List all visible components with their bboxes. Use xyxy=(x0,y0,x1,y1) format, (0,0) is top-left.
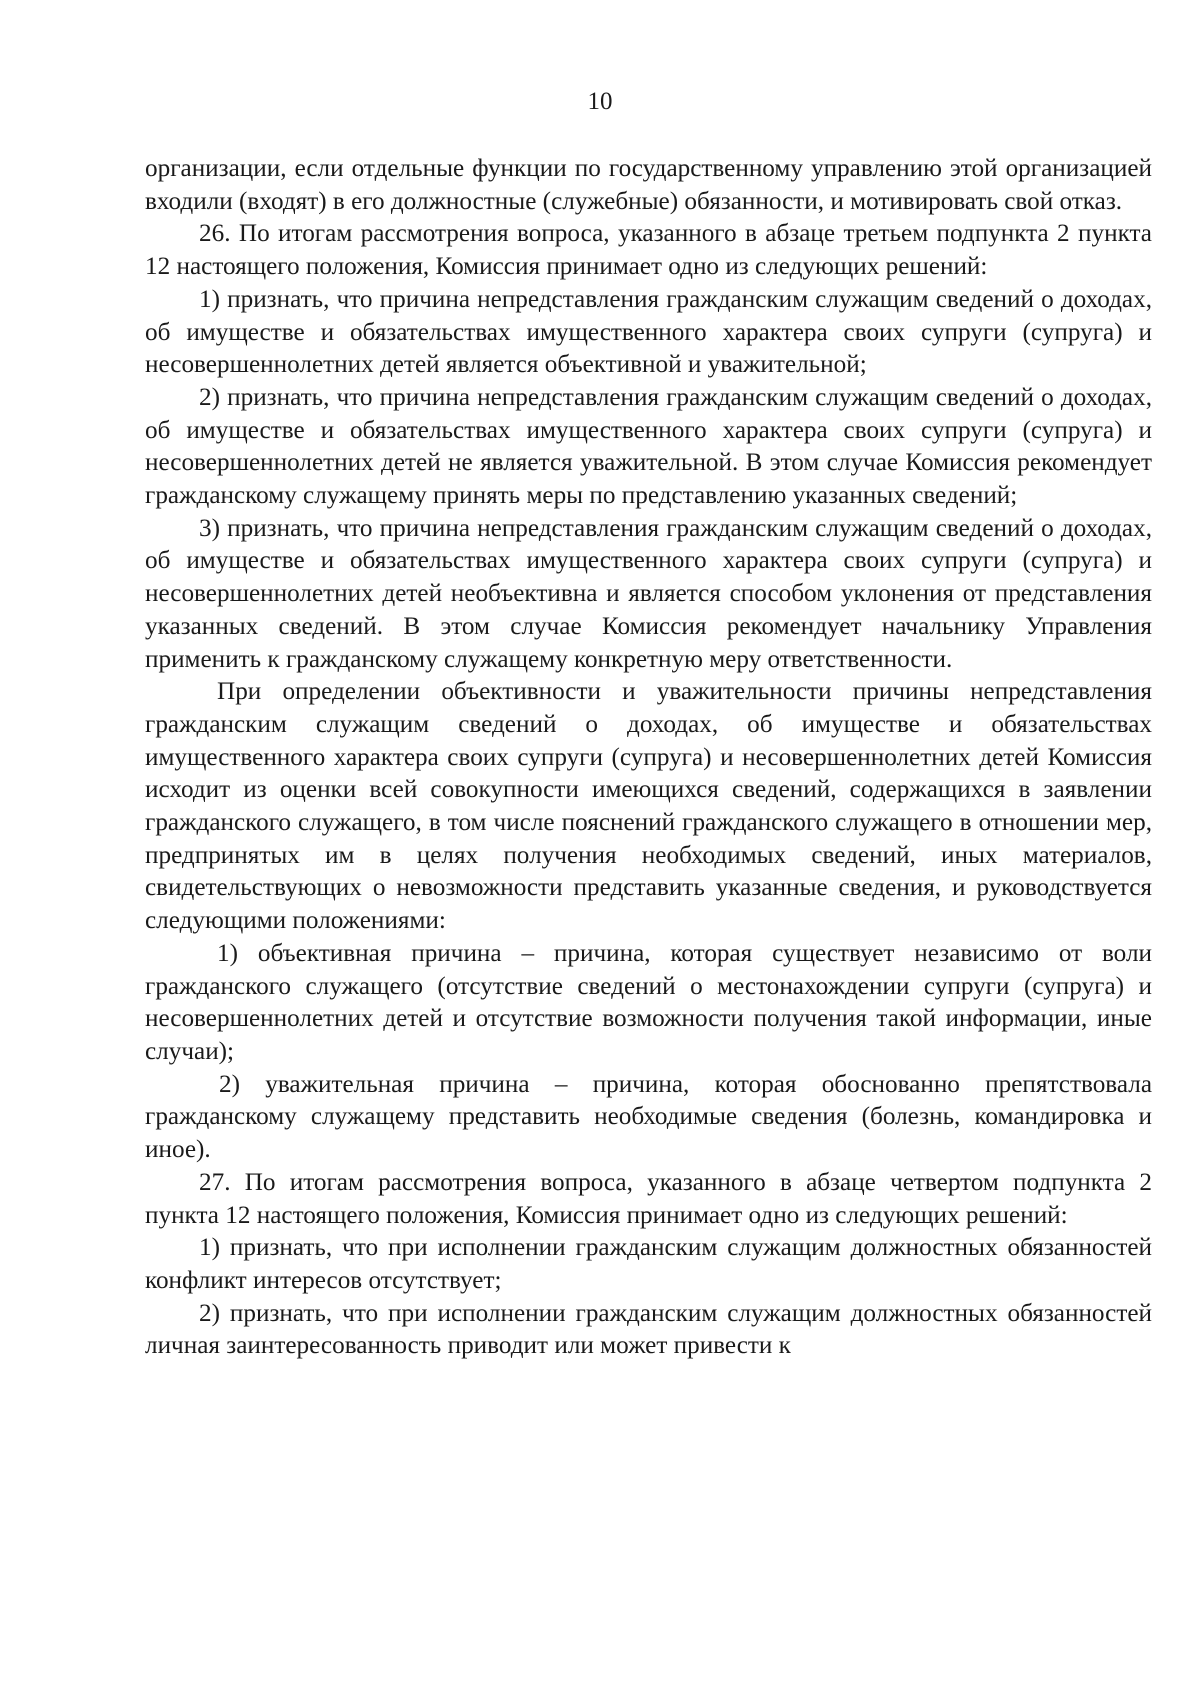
paragraph-valid-reason: 2) уважительная причина – причина, которая обоснованно препятствовала гражданскому служащему представить необходимые сведения (болезнь, командировка и иное). xyxy=(145,1070,1152,1164)
paragraph-objective-reason: 1) объективная причина – причина, которая существует независимо от воли гражданского служащего (отсутствие сведений о местонахождении супруги (супруга) и несовершеннолетних детей и отсутствие возможности получения такой информации, иные случаи); xyxy=(145,939,1152,1065)
paragraph-item-26-1: 1) признать, что причина непредставления гражданским служащим сведений о доходах, об имуществе и обязательствах имущественного характера своих супруги (супруга) и несовершеннолетних детей является объективной и уважительной; xyxy=(145,285,1152,379)
paragraph-item-26: 26. По итогам рассмотрения вопроса, указанного в абзаце третьем подпункта 2 пункта 12 настоящего положения, Комиссия принимает одно из следующих решений: xyxy=(145,220,1152,281)
paragraph-determination: При определении объективности и уважительности причины непредставления гражданским служащим сведений о доходах, об имуществе и обязательствах имущественного характера своих супруги (супруга) и несовершеннолетних детей Комиссия исходит из оценки всей совокупности имеющихся сведений, содержащихся в заявлении гражданского служащего, в том числе пояснений гражданского служащего в отношении мер, предпринятых им в целях получения необходимых сведений, иных материалов, свидетельствующих о невозможности представить указанные сведения, и руководствуется следующими положениями: xyxy=(145,678,1152,935)
page-number: 10 xyxy=(587,88,613,115)
paragraph-item-27-1: 1) признать, что при исполнении гражданским служащим должностных обязанностей конфликт интересов отсутствует; xyxy=(145,1234,1152,1294)
paragraph-item-27: 27. По итогам рассмотрения вопроса, указанного в абзаце четвертом подпункта 2 пункта 12 настоящего положения, Комиссия принимает одно из следующих решений: xyxy=(145,1168,1152,1229)
paragraph-item-27-2: 2) признать, что при исполнении гражданским служащим должностных обязанностей личная заинтересованность приводит или может привести к xyxy=(145,1299,1152,1360)
paragraph-item-26-2: 2) признать, что причина непредставления гражданским служащим сведений о доходах, об имуществе и обязательствах имущественного характера своих супруги (супруга) и несовершеннолетних детей не является уважительной. В этом случае Комиссия рекомендует гражданскому служащему принять меры по представлению указанных сведений; xyxy=(145,383,1152,510)
document-body xyxy=(145,153,1152,1363)
paragraph-continuation: организации, если отдельные функции по государственному управлению этой организацией входили (входят) в его должностные (служебные) обязанности, и мотивировать свой отказ. xyxy=(145,155,1152,215)
paragraph-item-26-3: 3) признать, что причина непредставления гражданским служащим сведений о доходах, об имуществе и обязательствах имущественного характера своих супруги (супруга) и несовершеннолетних детей необъективна и является способом уклонения от представления указанных сведений. В этом случае Комиссия рекомендует начальнику Управления применить к гражданскому служащему конкретную меру ответственности. xyxy=(145,514,1152,673)
